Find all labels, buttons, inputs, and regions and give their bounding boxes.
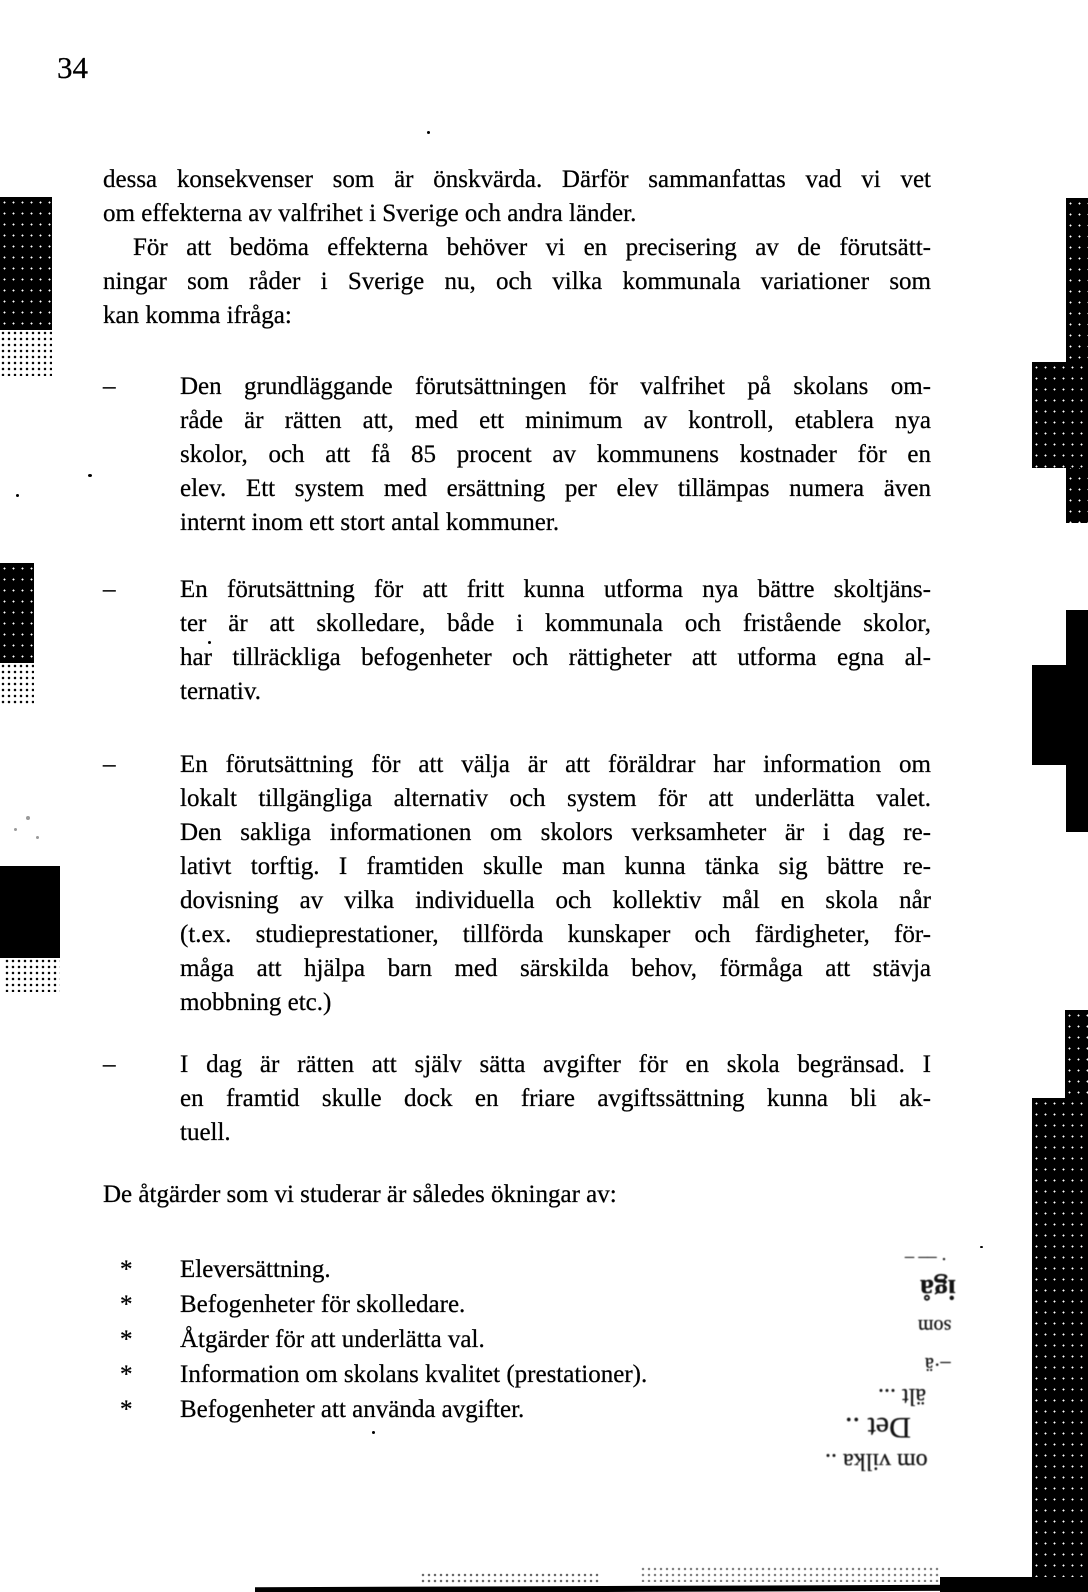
- scan-artifact-speckle: [640, 1566, 940, 1582]
- scan-artifact-speckle: [0, 663, 34, 705]
- page-number: 34: [57, 50, 88, 85]
- showthrough-fragment: ält ...: [878, 1383, 926, 1409]
- scan-artifact-speckle: [4, 958, 60, 992]
- action-label: Information om skolans kvalitet (prestationer).: [180, 1361, 648, 1388]
- text-line: har tillräckliga befogenheter och rättigheter att utforma egna al-: [180, 644, 931, 671]
- showthrough-fragment: · –– –: [905, 1249, 947, 1269]
- action-list: [120, 1252, 931, 1427]
- text-line: De åtgärder som vi studerar är således ökningar av:: [103, 1181, 617, 1208]
- scan-artifact-speckle: [0, 330, 52, 376]
- text-line: En förutsättning för att fritt kunna utforma nya bättre skoltjäns-: [180, 576, 931, 603]
- paragraph: [103, 231, 931, 333]
- asterisk-marker: *: [120, 1396, 133, 1423]
- scan-artifact-bar: [255, 1585, 955, 1592]
- dash-bullet-marker: –: [103, 1051, 116, 1078]
- action-label: Åtgärder för att underlätta val.: [180, 1326, 485, 1353]
- noise-dot: [26, 816, 30, 820]
- bullet-item: [103, 370, 931, 540]
- bullet-text: [180, 370, 931, 540]
- text-line: råde är rätten att, med ett minimum av kontroll, etablera nya: [180, 407, 931, 434]
- noise-dot: [14, 828, 17, 831]
- showthrough-fragment: Det ..: [845, 1411, 911, 1444]
- noise-dot: [36, 836, 39, 839]
- showthrough-fragment: igå: [920, 1273, 956, 1304]
- asterisk-marker: *: [120, 1291, 133, 1318]
- dash-bullet-marker: –: [103, 751, 116, 778]
- asterisk-marker: *: [120, 1361, 133, 1388]
- bullet-text: [180, 1048, 931, 1150]
- asterisk-marker: *: [120, 1326, 133, 1353]
- scan-artifact-speckle: [420, 1572, 600, 1584]
- scan-artifact-bar: [940, 1577, 1088, 1592]
- scan-artifact-block: [0, 563, 34, 663]
- noise-dot: [208, 641, 211, 644]
- action-label: Befogenheter att använda avgifter.: [180, 1396, 525, 1423]
- text-line: Den sakliga informationen om skolors verksamheter är i dag re-: [180, 819, 931, 846]
- text-line: (t.ex. studieprestationer, tillförda kunskaper och färdigheter, för-: [180, 921, 931, 948]
- paragraph: [103, 163, 931, 231]
- list-item: [120, 1392, 931, 1427]
- list-item: [120, 1357, 931, 1392]
- text-line: tuell.: [180, 1119, 231, 1146]
- text-line: För att bedöma effekterna behöver vi en precisering av de förutsätt-: [133, 234, 931, 261]
- text-line: dovisning av vilka individuella och kollektiv mål en skola når: [180, 887, 931, 914]
- text-line: måga att hjälpa barn med särskilda behov, förmåga att stävja: [180, 955, 931, 982]
- text-line: kan komma ifråga:: [103, 302, 292, 329]
- scan-artifact-block: [1032, 1098, 1088, 1592]
- scan-artifact-block: [0, 197, 52, 330]
- bullet-text: [180, 573, 931, 709]
- text-line: ter är att skolledare, både i kommunala och fristående skolor,: [180, 610, 931, 637]
- noise-dot: [88, 474, 92, 477]
- scan-artifact-block: [1066, 198, 1088, 523]
- scan-artifact-block: [1032, 665, 1088, 765]
- scan-artifact-block: [0, 866, 60, 958]
- bullet-item: [103, 1048, 931, 1150]
- noise-dot: [980, 1246, 983, 1248]
- noise-dot: [372, 1431, 375, 1434]
- text-line: dessa konsekvenser som är önskvärda. Därför sammanfattas vad vi vet: [103, 166, 931, 193]
- scan-artifact-block: [1032, 362, 1088, 468]
- text-line: elev. Ett system med ersättning per elev tillämpas numera även: [180, 475, 931, 502]
- text-line: skolor, och att få 85 procent av kommunens kostnader för en: [180, 441, 931, 468]
- paragraph: [103, 1178, 931, 1212]
- text-line: Den grundläggande förutsättningen för valfrihet på skolans om-: [180, 373, 931, 400]
- scan-artifact-block: [1065, 1010, 1088, 1100]
- bullet-text: [180, 748, 931, 1020]
- showthrough-fragment: om vilka ..: [825, 1448, 928, 1474]
- action-label: Eleversättning.: [180, 1256, 331, 1283]
- showthrough-fragment: –·ä: [925, 1353, 951, 1375]
- dash-bullet-marker: –: [103, 576, 116, 603]
- text-line: En förutsättning för att välja är att föräldrar har information om: [180, 751, 931, 778]
- asterisk-marker: *: [120, 1256, 133, 1283]
- showthrough-fragment: som: [918, 1315, 952, 1337]
- text-line: ternativ.: [180, 678, 261, 705]
- text-line: om effekterna av valfrihet i Sverige och andra länder.: [103, 200, 637, 227]
- list-item: [120, 1322, 931, 1357]
- noise-dot: [427, 131, 430, 134]
- bullet-item: [103, 748, 931, 1020]
- text-line: lokalt tillgängliga alternativ och system för att underlätta valet.: [180, 785, 931, 812]
- list-item: [120, 1252, 931, 1287]
- dash-bullet-marker: –: [103, 373, 116, 400]
- text-line: internt inom ett stort antal kommuner.: [180, 509, 560, 536]
- list-item: [120, 1287, 931, 1322]
- text-line: en framtid skulle dock en friare avgiftssättning kunna bli ak-: [180, 1085, 931, 1112]
- bullet-item: [103, 573, 931, 709]
- text-line: mobbning etc.): [180, 989, 332, 1016]
- text-line: ningar som råder i Sverige nu, och vilka kommunala variationer som: [103, 268, 931, 295]
- text-line: I dag är rätten att själv sätta avgifter för en skola begränsad. I: [180, 1051, 931, 1078]
- noise-dot: [16, 494, 19, 497]
- action-label: Befogenheter för skolledare.: [180, 1291, 466, 1318]
- text-line: lativt torftig. I framtiden skulle man kunna tänka sig bättre re-: [180, 853, 931, 880]
